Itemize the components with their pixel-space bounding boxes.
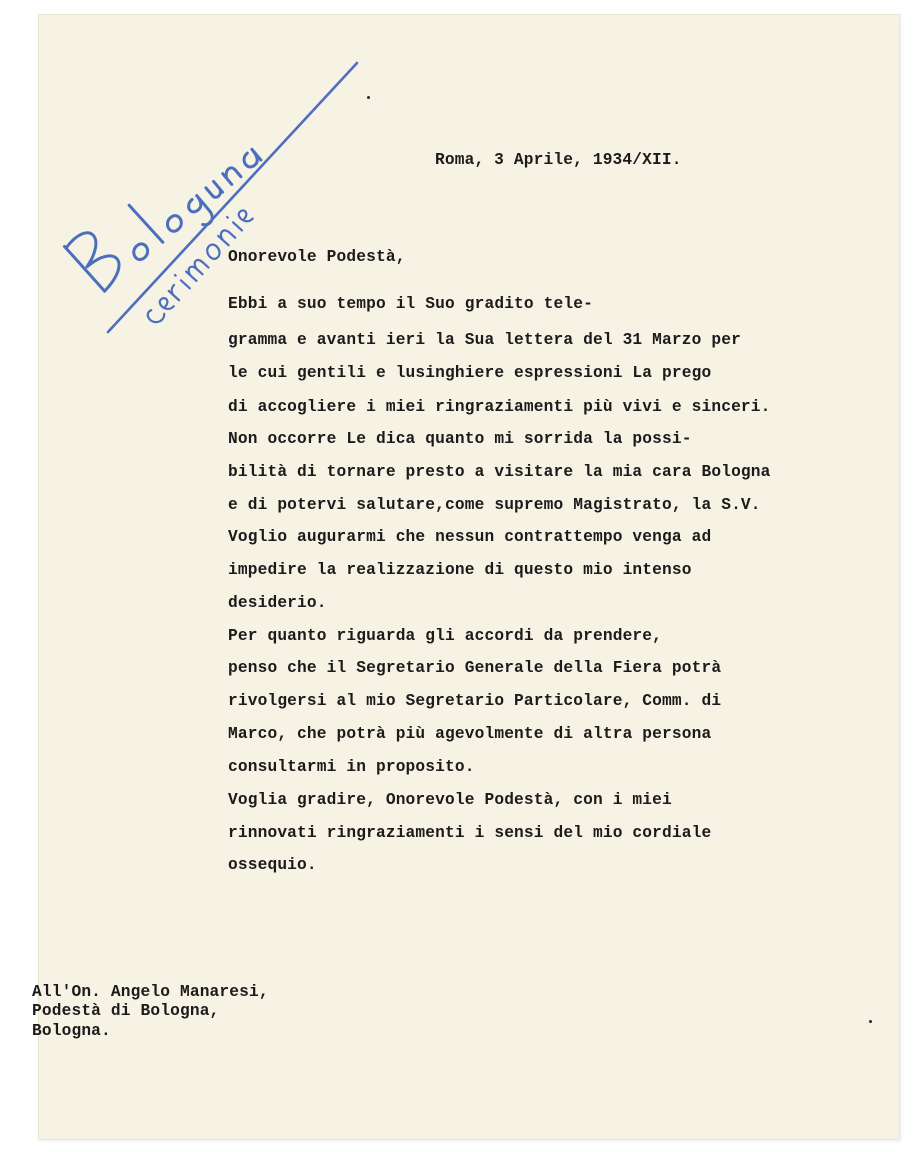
body-line: bilità di tornare presto a visitare la mia cara Bologna — [228, 463, 771, 481]
body-line: ossequio. — [228, 856, 317, 874]
recipient-address-line: Podestà di Bologna, — [32, 1002, 220, 1020]
body-line: Voglio augurarmi che nessun contrattempo venga ad — [228, 528, 712, 546]
body-line: Voglia gradire, Onorevole Podestà, con i miei — [228, 791, 672, 809]
body-line: gramma e avanti ieri la Sua lettera del 31 Marzo per — [228, 331, 741, 349]
body-line: di accogliere i miei ringraziamenti più vivi e sinceri. — [228, 398, 771, 416]
body-line: Ebbi a suo tempo il Suo gradito tele- — [228, 295, 593, 313]
body-line: consultarmi in proposito. — [228, 758, 475, 776]
recipient-address-line: Bologna. — [32, 1022, 111, 1040]
body-line: rivolgersi al mio Segretario Particolare, Comm. di — [228, 692, 722, 710]
body-line: e di potervi salutare,come supremo Magistrato, la S.V. — [228, 496, 761, 514]
body-line: penso che il Segretario Generale della Fiera potrà — [228, 659, 722, 677]
recipient-address-line: All'On. Angelo Manaresi, — [32, 983, 269, 1001]
body-line: Non occorre Le dica quanto mi sorrida la possi- — [228, 430, 692, 448]
body-line: desiderio. — [228, 594, 327, 612]
body-line: rinnovati ringraziamenti i sensi del mio cordiale — [228, 824, 712, 842]
letter-dateline: Roma, 3 Aprile, 1934/XII. — [435, 151, 682, 169]
paper-speck — [367, 96, 370, 99]
paper-speck — [869, 1020, 872, 1023]
salutation: Onorevole Podestà, — [228, 248, 406, 266]
body-line: Marco, che potrà più agevolmente di altra persona — [228, 725, 712, 743]
body-line: Per quanto riguarda gli accordi da prendere, — [228, 627, 663, 645]
body-line: impedire la realizzazione di questo mio intenso — [228, 561, 692, 579]
body-line: le cui gentili e lusinghiere espressioni La prego — [228, 364, 712, 382]
